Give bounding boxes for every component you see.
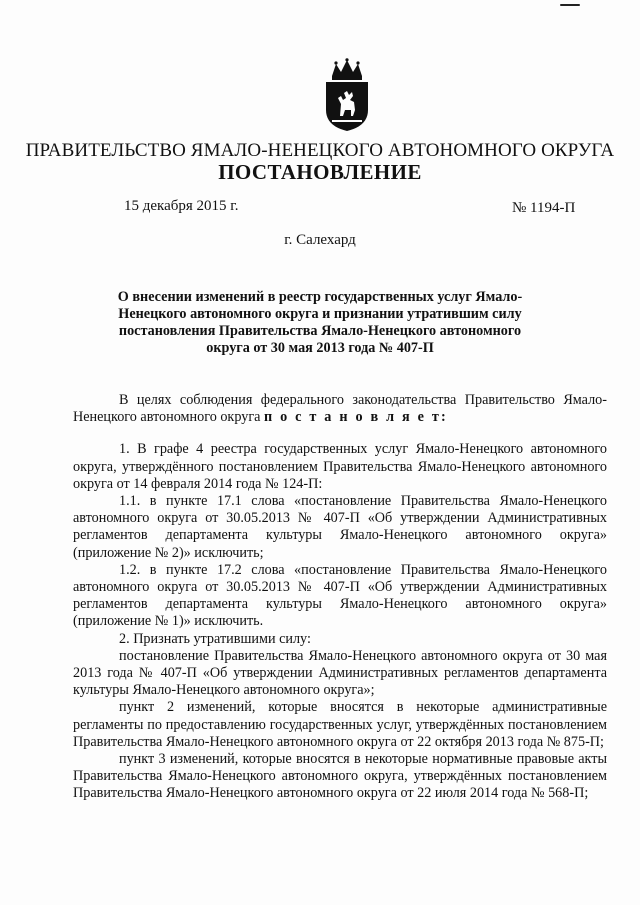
paragraph-2: 2. Признать утратившими силу: <box>119 630 311 647</box>
document-city: г. Салехард <box>284 232 356 248</box>
government-name: ПРАВИТЕЛЬСТВО ЯМАЛО-НЕНЕЦКОГО АВТОНОМНОГО ОКРУГА <box>25 140 615 161</box>
document-number: № 1194-П <box>512 200 576 216</box>
paragraph-1-2: 1.2. в пункте 17.2 слова «постановление Правительства Ямало-Ненецкого автономного округа от 30.05.2013 № 407-П «Об утверждении Административных регламентов департамента культуры Ямало-Ненецкого автономного округа» (приложение № 1)» исключить. <box>73 561 607 630</box>
paragraph-2-c: пункт 3 изменений, которые вносятся в некоторые нормативные правовые акты Правительства Ямало-Ненецкого автономного округа, утверждённых постановлением Правительства Ямало-Ненецкого автономного округа от 22 июля 2014 года № 568-П; <box>73 751 607 802</box>
document-title: О внесении изменений в реестр государственных услуг Ямало-Ненецкого автономного округа и признании утратившим силу постановления Правительства Ямало-Ненецкого автономного округа от 30 мая 2013 года № 407-П <box>117 289 523 356</box>
document-body <box>73 392 607 803</box>
scan-mark <box>560 4 580 6</box>
intro-keyword: п о с т а н о в л я е т: <box>263 409 448 426</box>
paragraph-2-b: пункт 2 изменений, которые вносятся в некоторые административные регламенты по предоставлению государственных услуг, утверждённых постановлением Правительства Ямало-Ненецкого автономного округа от 22 октября 2013 года № 875-П; <box>73 699 607 750</box>
coat-of-arms-emblem <box>322 58 372 132</box>
document-type: ПОСТАНОВЛЕНИЕ <box>218 160 422 184</box>
paragraph-2-a: постановление Правительства Ямало-Ненецкого автономного округа от 30 мая 2013 года № 407-П «Об утверждении Административных регламентов департамента культуры Ямало-Ненецкого автономного округа»; <box>73 647 607 699</box>
intro-text: В целях соблюдения федерального законодательства Правительство Ямало-Ненецкого автономного округа <box>73 392 607 426</box>
paragraph-1-1: 1.1. в пункте 17.1 слова «постановление Правительства Ямало-Ненецкого автономного округа от 30.05.2013 № 407-П «Об утверждении Административных регламентов департамента культуры Ямало-Ненецкого автономного округа» (приложение № 2)» исключить; <box>73 493 607 561</box>
intro-paragraph <box>73 392 607 426</box>
document-date: 15 декабря 2015 г. <box>124 198 239 214</box>
paragraph-1: 1. В графе 4 реестра государственных услуг Ямало-Ненецкого автономного округа, утверждённого постановлением Правительства Ямало-Ненецкого автономного округа от 14 февраля 2014 года № 124-П: <box>73 441 607 492</box>
